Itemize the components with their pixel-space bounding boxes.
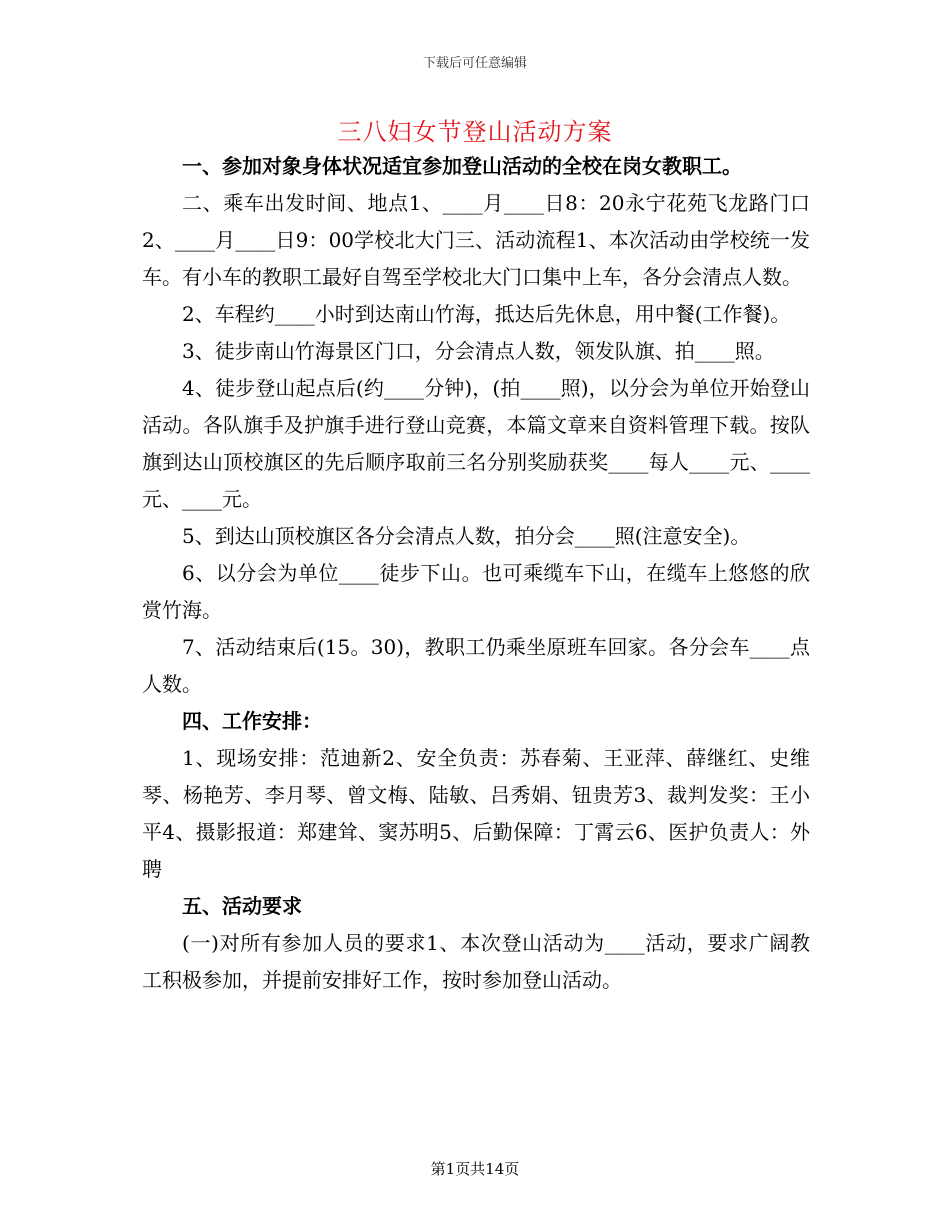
requirements-details: (一)对所有参加人员的要求1、本次登山活动为____活动，要求广阔教工积极参加，并提前安排好工作，按时参加登山活动。: [142, 931, 810, 992]
section-participants: 一、参加对象身体状况适宜参加登山活动的全校在岗女教职工。: [182, 154, 742, 178]
section-requirements-heading: 五、活动要求: [182, 894, 302, 918]
flow-item-7: 7、活动结束后(15。30)，教职工仍乘坐原班车回家。各分会车____点人数。: [142, 635, 810, 696]
work-arrangement-details: 1、现场安排：范迪新2、安全负责：苏春菊、王亚萍、薛继红、史维琴、杨艳芳、李月琴、曾文梅、陆敏、吕秀娟、钮贵芳3、裁判发奖：王小平4、摄影报道：郑建耸、窦苏明5、后勤保障：丁霄云6、医护负责人：外聘: [142, 746, 810, 881]
flow-item-5: 5、到达山顶校旗区各分会清点人数，拍分会____照(注意安全)。: [182, 524, 751, 548]
section-departure: 二、乘车出发时间、地点1、____月____日8：20永宁花苑飞龙路门口2、____月____日9：00学校北大门三、活动流程1、本次活动由学校统一发车。有小车的教职工最好自驾至学校北大门口集中上车，各分会清点人数。: [142, 191, 810, 289]
document-body: [142, 148, 810, 999]
flow-item-4: 4、徒步登山起点后(约____分钟)，(拍____照)，以分会为单位开始登山活动。各队旗手及护旗手进行登山竞赛，本篇文章来自资料管理下载。按队旗到达山顶校旗区的先后顺序取前三名分别奖励获奖____每人____元、____元、____元。: [142, 376, 810, 511]
page-footer: 第1页共14页: [430, 1160, 520, 1178]
document-title: 三八妇女节登山活动方案: [337, 118, 613, 146]
flow-item-2: 2、车程约____小时到达南山竹海，抵达后先休息，用中餐(工作餐)。: [182, 302, 791, 326]
flow-item-6: 6、以分会为单位____徒步下山。也可乘缆车下山，在缆车上悠悠的欣赏竹海。: [142, 561, 810, 622]
section-work-arrangement-heading: 四、工作安排：: [182, 709, 322, 733]
flow-item-3: 3、徒步南山竹海景区门口，分会清点人数，领发队旗、拍____照。: [182, 339, 775, 363]
header-note: 下载后可任意编辑: [422, 56, 527, 71]
